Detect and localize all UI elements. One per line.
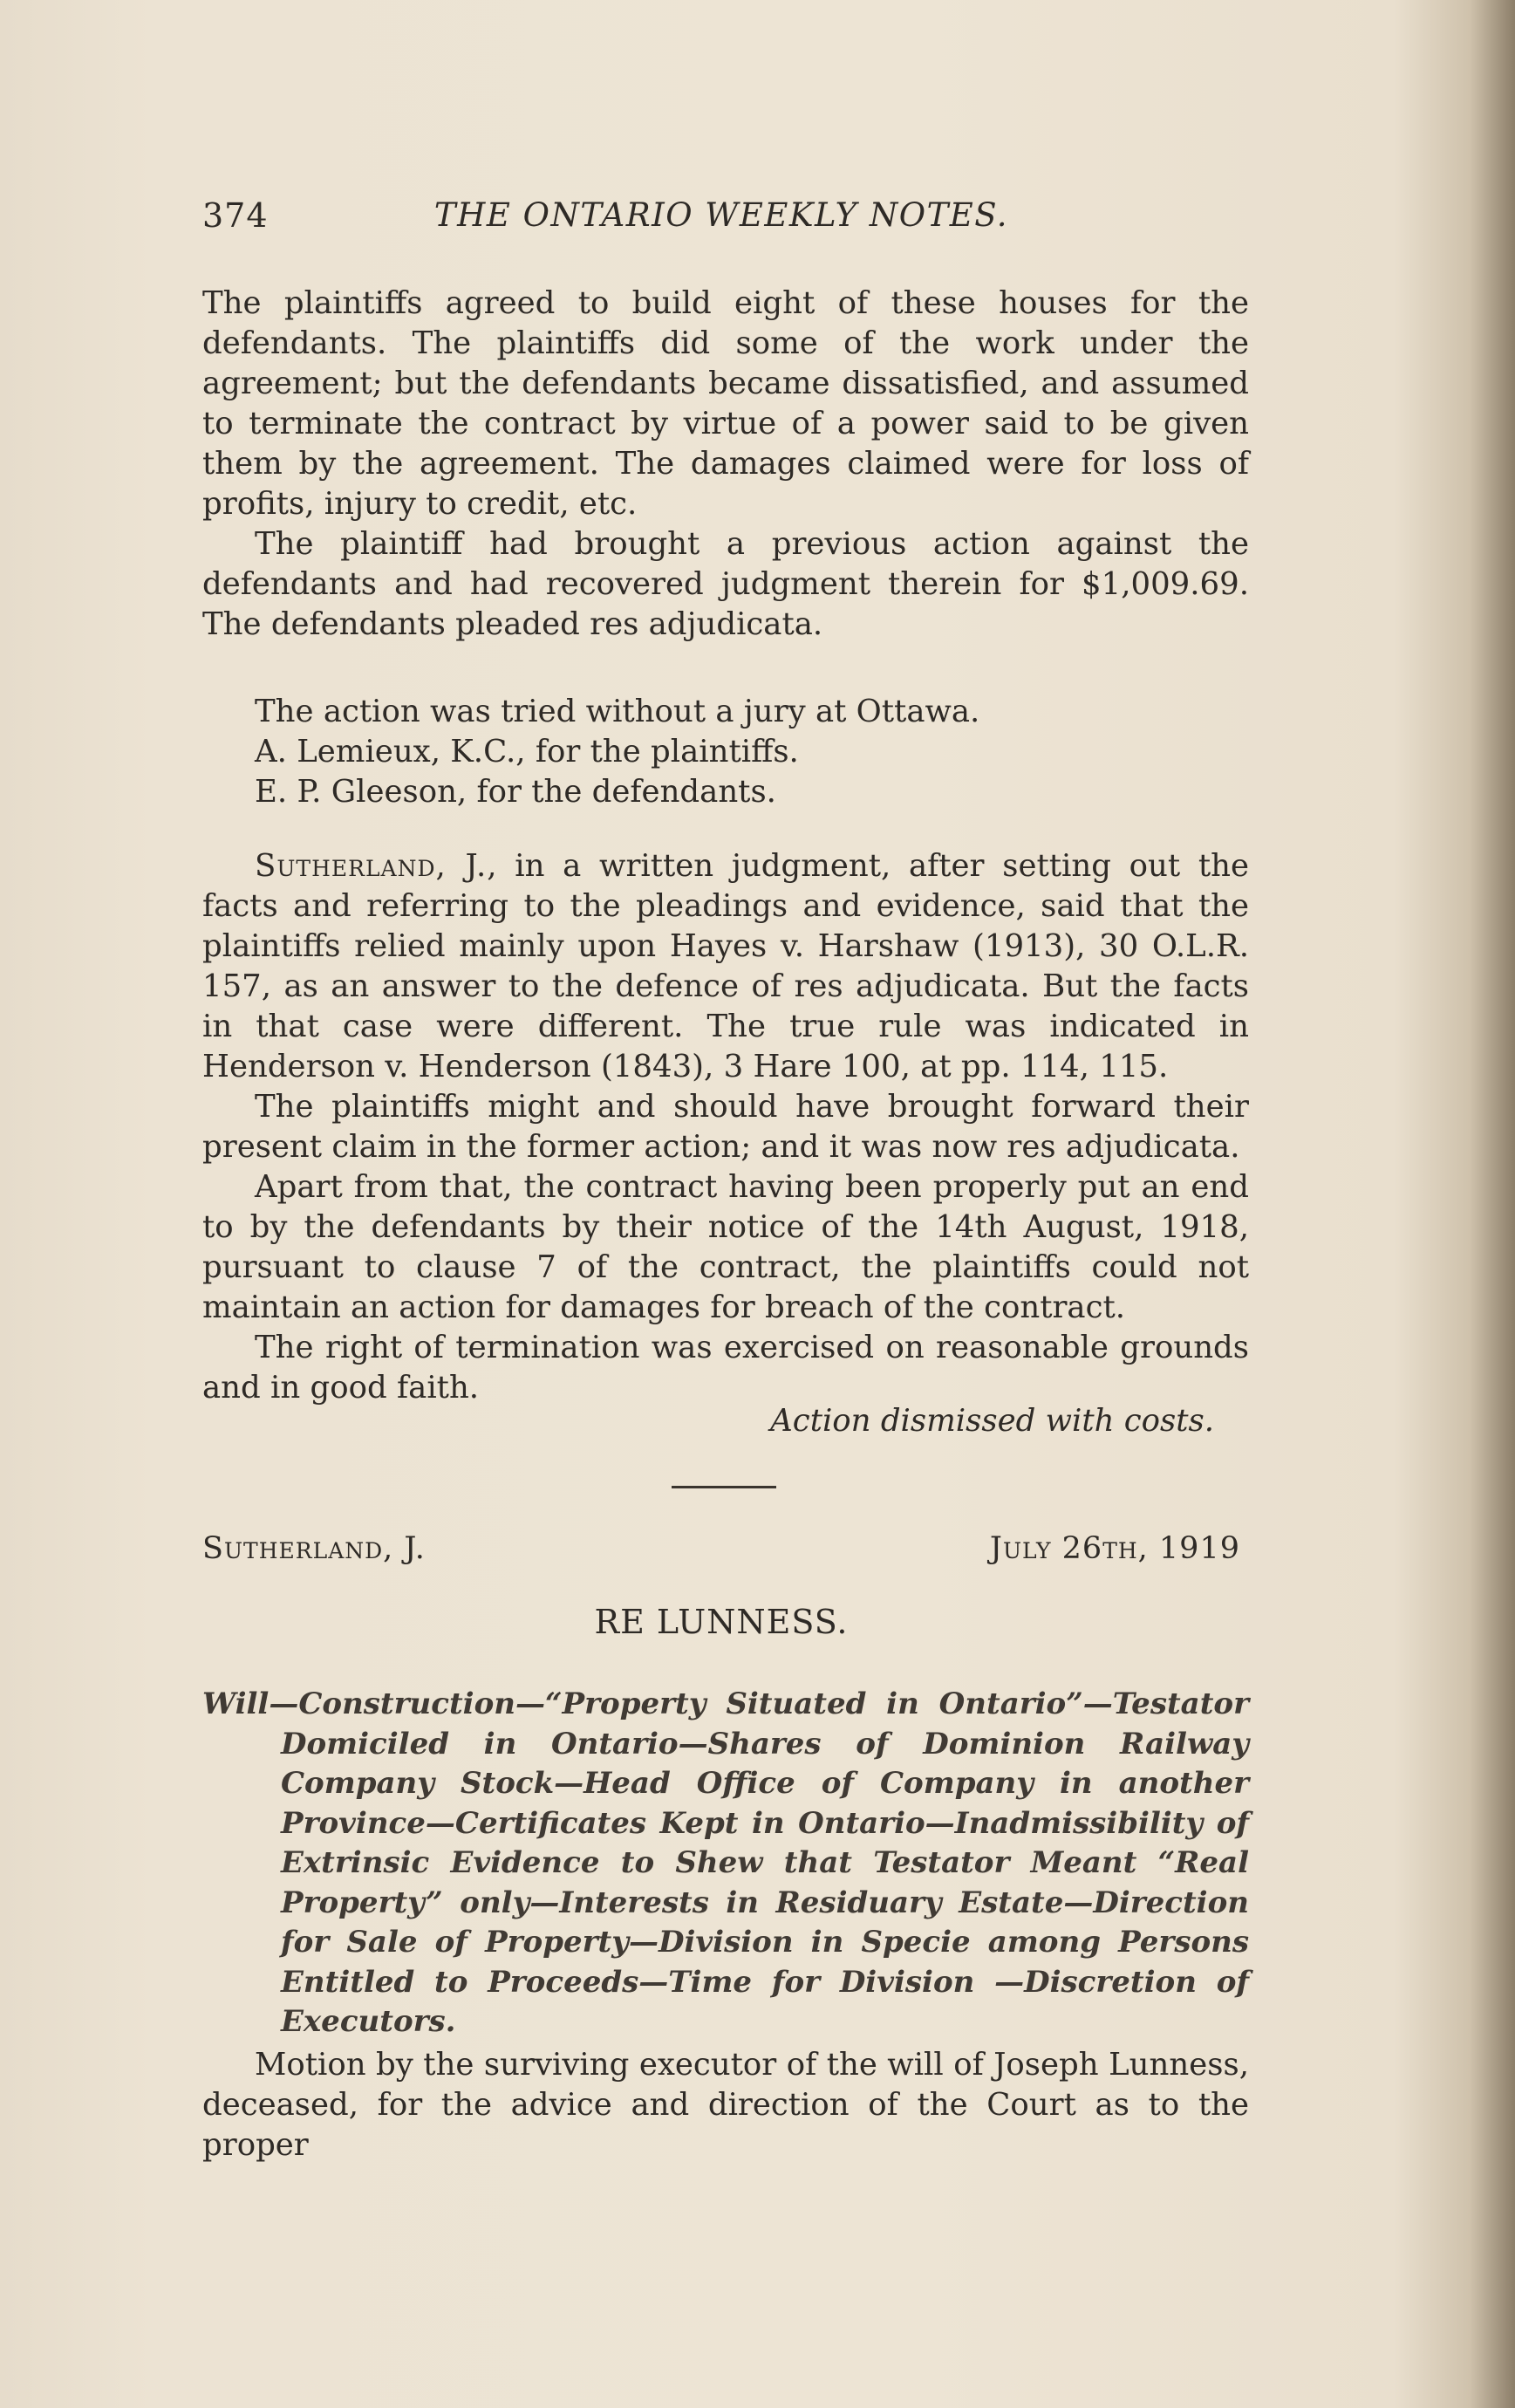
motion-section [202,2045,1249,2165]
disposition: Action dismissed with costs. [770,1403,1214,1439]
judgment-paragraph-1 [202,846,1249,1087]
judgment-section [202,846,1249,1408]
facts-section [202,284,1249,645]
judgment-paragraph-1-text: , in a written judgment, after setting out the facts and referring to the pleadings and evidence, said that the plaintiffs relied mainly upon Hayes v. Harshaw (1913), 30 O.L.R. 157, as an answer to the defence of res adjudicata. But the facts in that case were different. The true rule was indicated in Henderson v. Henderson (1843), 3 Hare 100, at pp. 114, 115. [202,848,1249,1084]
trial-section [202,692,1249,812]
judgment-paragraph-4: The right of termination was exercised on reasonable grounds and in good faith. [202,1330,1249,1406]
judge-name: Sutherland, J. [255,848,488,884]
case-judge: Sutherland, J. [202,1531,426,1566]
page-number: 374 [202,196,269,235]
trial-venue: The action was tried without a jury at Ottawa. [255,694,980,729]
counsel-plaintiffs: A. Lemieux, K.C., for the plaintiffs. [255,734,799,770]
judgment-paragraph-3: Apart from that, the contract having been properly put an end to by the defendants by their notice of the 14th August, 1918, pursuant to clause 7 of the contract, the plaintiffs could not maintain an action for damages for breach of the contract. [202,1169,1249,1325]
facts-paragraph-2: The plaintiff had brought a previous action against the defendants and had recovered judgment therein for $1,009.69. The defendants pleaded res adjudicata. [202,526,1249,642]
motion-paragraph: Motion by the surviving executor of the will of Joseph Lunness, deceased, for the advice and direction of the Court as to the proper [202,2047,1249,2163]
case-date: July 26th, 1919 [989,1531,1240,1566]
case-headnote: Will—Construction—“Property Situated in Ontario”—Testator Domiciled in Ontario—Shares of Dominion Railway Company Stock—Head Office of Company in another Province—Certificates Kept in Ontario—Inadmissibility of Extrinsic Evidence to Shew that Testator Meant “Real Property” only—Interests in Residuary Estate—Direction for Sale of Property—Division in Specie among Persons Entitled to Proceeds—Time for Division —Discretion of Executors. [202,1686,1249,2039]
case-title: RE LUNNESS. [594,1603,849,1641]
page-header [202,196,1240,249]
judgment-paragraph-2: The plaintiffs might and should have brought forward their present claim in the former action; and it was now res adjudicata. [202,1089,1249,1165]
counsel-defendants: E. P. Gleeson, for the defendants. [255,774,776,810]
facts-paragraph-1: The plaintiffs agreed to build eight of these houses for the defendants. The plaintiffs did some of the work under the agreement; but the defendants became dissatisfied, and assumed to terminate the contract by virtue of a power said to be given them by the agreement. The damages claimed were for loss of profits, injury to credit, etc. [202,285,1249,522]
section-divider [672,1486,776,1488]
running-head: THE ONTARIO WEEKLY NOTES. [433,196,1009,234]
